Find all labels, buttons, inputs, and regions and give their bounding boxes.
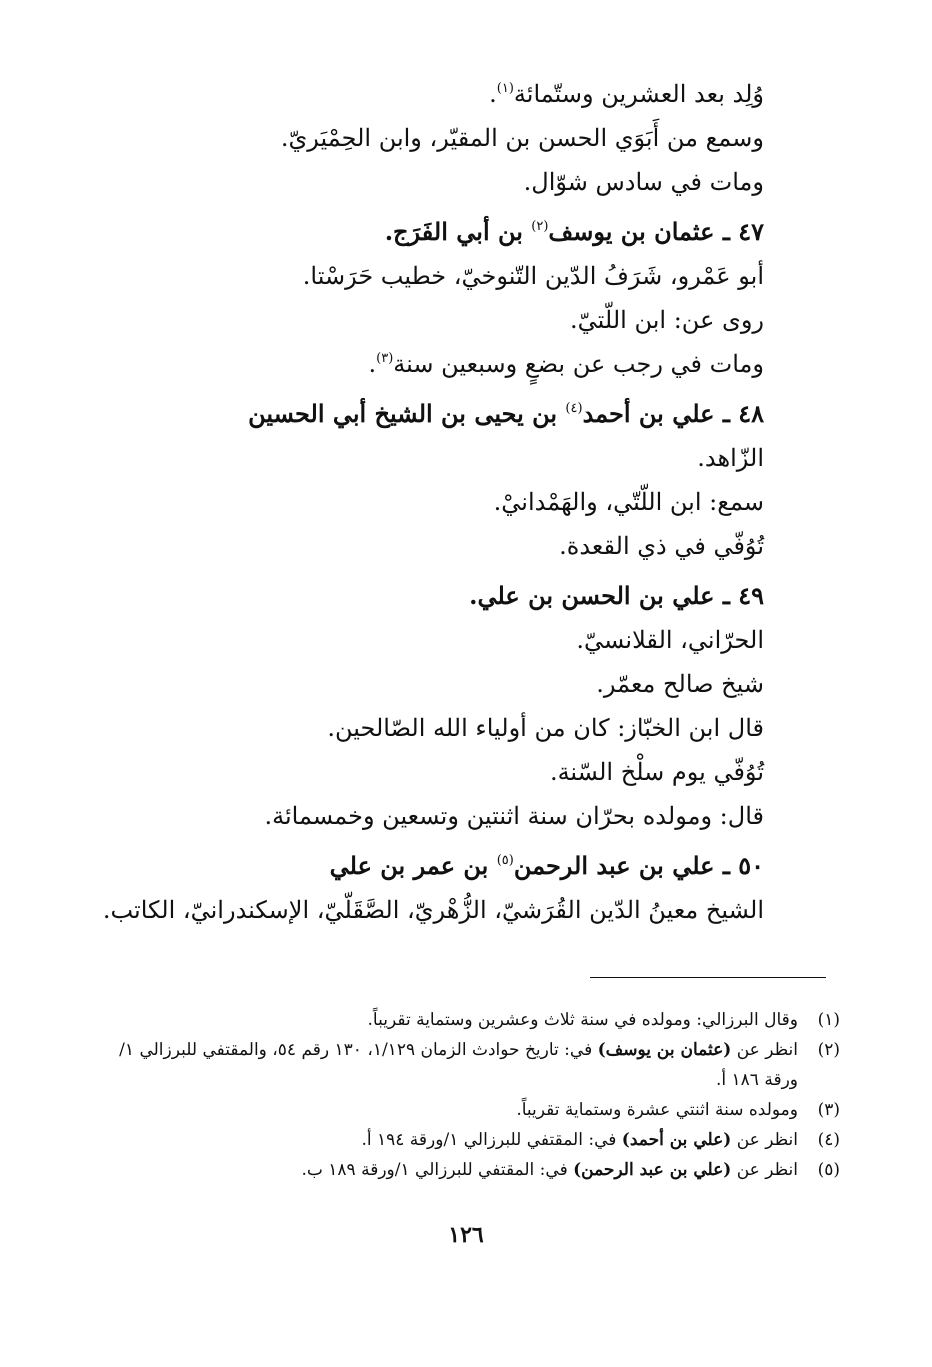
- footnote-4: [100, 1125, 840, 1155]
- footnote-number: (٤): [817, 1130, 840, 1150]
- entry-heading-48: ٤٨ ـ علي بن أحمد$^{(٤)}$ بن يحيى بن الشيخ أبي الحسين: [248, 399, 764, 428]
- entry-48-line: تُوُفّي في ذي القعدة.: [559, 532, 764, 560]
- entry-48-line: الزّاهد.: [697, 444, 764, 472]
- entry-47-line: ومات في رجب عن بضعٍ وسبعين سنة$^{(٣)}$.: [368, 350, 764, 378]
- footnote-text: انظر عن (علي بن أحمد) في: المقتفي للبرزالي ١/ورقة ١٩٤ أ.: [361, 1130, 798, 1150]
- text-line-1: وُلِد بعد العشرين وستّمائة$^{(١)}$.: [489, 80, 764, 108]
- entry-49-line: شيخ صالح معمّر.: [596, 670, 764, 698]
- footnote-5: [100, 1155, 840, 1185]
- entry-49-line: قال ابن الخبّاز: كان من أولياء الله الصّالحين.: [327, 714, 764, 742]
- text-line-2: وسمع من أَبَوَي الحسن بن المقيّر، وابن الحِمْيَريّ.: [280, 124, 764, 152]
- footnote-text: وقال البرزالي: ومولده في سنة ثلاث وعشرين وستماية تقريباً.: [367, 1010, 798, 1030]
- footnote-number: (٣): [817, 1100, 840, 1120]
- entry-48-line: سمع: ابن اللّتّي، والهَمْدانيْ.: [493, 488, 764, 516]
- entry-heading-50: ٥٠ ـ علي بن عبد الرحمن$^{(٥)}$ بن عمر بن علي: [329, 851, 764, 880]
- footnote-ref: (٢): [531, 219, 549, 234]
- footnote-number: (١): [817, 1010, 840, 1030]
- footnote-ref: (٣): [376, 351, 394, 366]
- entry-49-line: قال: ومولده بحرّان سنة اثنتين وتسعين وخمسمائة.: [264, 802, 764, 830]
- entry-50-line: الشيخ معينُ الدّين القُرَشيّ، الزُّهْريّ، الصَّقَلّيّ، الإسكندرانيّ، الكاتب.: [102, 896, 764, 924]
- footnote-text: ومولده سنة اثنتي عشرة وستماية تقريباً.: [516, 1100, 798, 1120]
- footnote-text: انظر عن (عثمان بن يوسف) في: تاريخ حوادث الزمان ١/١٢٩، ١٣٠ رقم ٥٤، والمقتفي للبرزالي ١/ورقة ١٨٦ أ.: [119, 1040, 798, 1090]
- page-number: ١٢٦: [448, 1222, 484, 1248]
- entry-heading-47: ٤٧ ـ عثمان بن يوسف$^{(٢)}$ بن أبي الفَرَج.: [384, 217, 764, 246]
- footnote-ref: (٥): [496, 853, 514, 868]
- footnote-number: (٢): [817, 1040, 840, 1060]
- footnote-ref: (٤): [565, 401, 583, 416]
- entry-49-line: تُوُفّي يوم سلْخ السّنة.: [549, 758, 764, 786]
- footnote-text: انظر عن (علي بن عبد الرحمن) في: المقتفي للبرزالي ١/ورقة ١٨٩ ب.: [301, 1160, 798, 1180]
- entry-heading-49: ٤٩ ـ علي بن الحسن بن علي.: [469, 581, 764, 610]
- entry-47-line: أبو عَمْرو، شَرَفُ الدّين التّنوخيّ، خطيب حَرَسْتا.: [302, 262, 764, 290]
- text-line-3: ومات في سادس شوّال.: [523, 168, 764, 196]
- footnote-number: (٥): [817, 1160, 840, 1180]
- entry-49-line: الحرّاني، القلانسيّ.: [576, 626, 764, 654]
- footnote-separator: [590, 977, 826, 978]
- footnote-1: [100, 1005, 840, 1035]
- footnotes: [100, 1005, 840, 1185]
- main-text: [102, 72, 764, 932]
- entry-47-line: روى عن: ابن اللّتيّ.: [570, 306, 764, 334]
- footnote-2: [100, 1035, 840, 1095]
- footnote-ref: (١): [496, 81, 514, 96]
- footnote-3: [100, 1095, 840, 1125]
